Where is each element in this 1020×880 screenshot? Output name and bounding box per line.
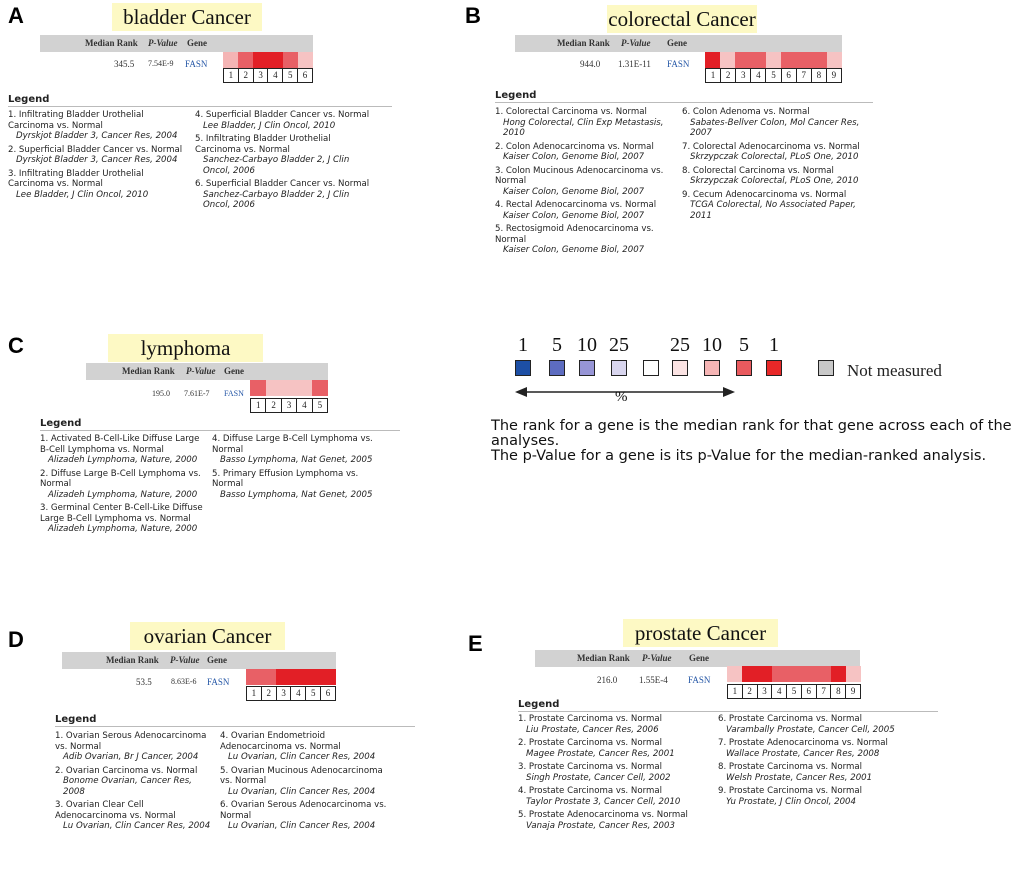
analysis-index: 4 xyxy=(291,687,306,700)
legend-analysis: 4. Diffuse Large B-Cell Lymphoma vs. Normal xyxy=(212,434,373,455)
p-value-header: P-Value xyxy=(170,655,200,665)
heatmap-cell xyxy=(827,52,842,68)
legend-analysis: 4. Rectal Adenocarcinoma vs. Normal xyxy=(495,200,657,210)
heatmap-cell xyxy=(281,380,297,396)
analysis-index: 5 xyxy=(283,69,298,82)
legend-item xyxy=(518,714,713,735)
heatmap-row xyxy=(246,669,336,685)
legend-analysis: 1. Infiltrating Bladder Urothelial Carcinoma vs. Normal xyxy=(8,110,144,131)
legend-analysis: 1. Ovarian Serous Adenocarcinoma vs. Normal xyxy=(55,731,207,752)
legend-item xyxy=(40,469,208,501)
legend-dataset: Sabates-Bellver Colon, Mol Cancer Res, 2007 xyxy=(690,117,860,138)
gene-value[interactable]: FASN xyxy=(224,389,244,398)
heatmap-cell xyxy=(266,380,282,396)
legend-analysis: 3. Infiltrating Bladder Urothelial Carcinoma vs. Normal xyxy=(8,168,144,189)
heatmap-cell xyxy=(223,52,238,68)
legend-analysis: 5. Rectosigmoid Adenocarcinoma vs. Normal xyxy=(495,224,654,245)
not-measured-label: Not measured xyxy=(847,361,942,380)
analysis-index-row xyxy=(250,398,328,413)
legend-analysis: 1. Colorectal Carcinoma vs. Normal xyxy=(495,107,647,117)
legend-item xyxy=(495,142,675,163)
legend-divider xyxy=(495,102,873,103)
panel-label: E xyxy=(468,631,483,656)
scale-percent-label: 25 xyxy=(670,334,690,356)
legend-analysis: 2. Prostate Carcinoma vs. Normal xyxy=(518,738,662,748)
legend-analysis: 8. Colorectal Carcinoma vs. Normal xyxy=(682,165,834,176)
median-rank-value: 53.5 xyxy=(136,677,152,687)
panel-title: ovarian Cancer xyxy=(130,622,285,650)
legend-divider xyxy=(40,430,400,431)
legend-item xyxy=(55,766,215,798)
legend-dataset: Lu Ovarian, Clin Cancer Res, 2004 xyxy=(228,752,376,762)
heatmap-cell xyxy=(751,52,766,68)
legend-item xyxy=(518,786,713,807)
legend-analysis: 1. Prostate Carcinoma vs. Normal xyxy=(518,714,662,724)
legend-dataset: Dyrskjot Bladder 3, Cancer Res, 2004 xyxy=(16,131,178,141)
legend-heading: Legend xyxy=(8,94,50,105)
legend-dataset: Wallace Prostate, Cancer Res, 2008 xyxy=(726,748,880,759)
legend-column xyxy=(212,434,384,503)
legend-dataset: Alizadeh Lymphoma, Nature, 2000 xyxy=(48,524,198,534)
median-rank-value: 216.0 xyxy=(597,675,618,685)
analysis-index: 6 xyxy=(325,688,331,698)
p-value-value: 7.61E-7 xyxy=(184,389,210,398)
heatmap-cell xyxy=(772,666,787,682)
analysis-index: 4 xyxy=(772,685,787,698)
legend-column xyxy=(55,731,215,835)
heatmap-cell xyxy=(297,380,313,396)
legend-dataset: Basso Lymphoma, Nat Genet, 2005 xyxy=(220,489,373,500)
legend-analysis: 6. Ovarian Serous Adenocarcinoma vs. Normal xyxy=(220,800,387,821)
legend-item xyxy=(518,738,713,759)
legend-item xyxy=(195,110,377,131)
analysis-index: 6 xyxy=(782,69,797,82)
heatmap-row xyxy=(223,52,313,68)
legend-analysis: 3. Ovarian Clear Cell Adenocarcinoma vs. Normal xyxy=(55,800,176,821)
legend-divider xyxy=(8,106,392,107)
legend-dataset: Skrzypczak Colorectal, PLoS One, 2010 xyxy=(690,176,859,186)
legend-item xyxy=(40,503,208,535)
p-value-header: P-Value xyxy=(148,38,178,48)
not-measured-swatch xyxy=(818,360,834,376)
legend-analysis: 9. Cecum Adenocarcinoma vs. Normal xyxy=(682,189,847,200)
panel-label: D xyxy=(8,627,24,652)
percent-label: % xyxy=(615,389,628,405)
analysis-index: 1 xyxy=(251,399,266,412)
analysis-index: 1 xyxy=(247,687,262,700)
legend-column xyxy=(8,110,190,203)
values-row xyxy=(580,59,705,73)
explanation xyxy=(491,419,1016,464)
gene-value[interactable]: FASN xyxy=(207,677,230,687)
legend-item xyxy=(718,786,933,807)
legend-analysis: 9. Prostate Carcinoma vs. Normal xyxy=(718,786,862,796)
legend-item xyxy=(220,731,390,763)
legend-dataset: Singh Prostate, Cancer Cell, 2002 xyxy=(526,772,671,783)
legend-dataset: Hong Colorectal, Clin Exp Metastasis, 2010 xyxy=(503,117,664,138)
legend-divider xyxy=(518,711,938,712)
p-value-header: P-Value xyxy=(621,38,651,48)
panel-title: bladder Cancer xyxy=(112,3,262,31)
legend-dataset: Kaiser Colon, Genome Biol, 2007 xyxy=(503,186,645,197)
legend-item xyxy=(718,714,933,735)
analysis-index: 3 xyxy=(282,399,297,412)
scale-percent-label: 10 xyxy=(577,334,597,356)
analysis-index: 5 xyxy=(317,400,323,410)
gene-header: Gene xyxy=(187,38,207,48)
scale-swatch xyxy=(672,360,688,376)
legend-item xyxy=(8,145,190,166)
legend-dataset: Kaiser Colon, Genome Biol, 2007 xyxy=(503,245,645,255)
median-rank-header: Median Rank xyxy=(122,366,175,376)
values-row xyxy=(110,59,220,73)
legend-item xyxy=(195,134,377,176)
analysis-index-row xyxy=(223,68,313,83)
legend-item xyxy=(495,166,675,198)
heatmap-cell xyxy=(735,52,750,68)
header-bar xyxy=(86,363,328,380)
scale-percent-label: 1 xyxy=(769,334,779,356)
analysis-index: 4 xyxy=(297,399,312,412)
analysis-index: 6 xyxy=(802,685,817,698)
p-value-header: P-Value xyxy=(642,653,672,663)
heatmap-cell xyxy=(246,669,261,685)
scale-swatch xyxy=(579,360,595,376)
legend-item xyxy=(682,142,864,163)
explanation-rank: The rank for a gene is the median rank for that gene across each of the analyses. xyxy=(491,418,1012,449)
legend-dataset: Taylor Prostate 3, Cancer Cell, 2010 xyxy=(526,796,681,807)
header-bar xyxy=(62,652,336,669)
legend-analysis: 1. Activated B-Cell-Like Diffuse Large B-Cell Lymphoma vs. Normal xyxy=(40,434,200,455)
scale-swatch xyxy=(704,360,720,376)
gene-value[interactable]: FASN xyxy=(185,59,208,69)
legend-item xyxy=(195,179,377,211)
heatmap-row xyxy=(705,52,842,68)
scale-swatch xyxy=(611,360,627,376)
scale-swatch xyxy=(643,360,659,376)
p-value-header: P-Value xyxy=(186,366,216,376)
analysis-index: 9 xyxy=(831,70,837,80)
heatmap-cell xyxy=(781,52,796,68)
analysis-index: 2 xyxy=(743,685,758,698)
legend-item xyxy=(518,762,713,783)
analysis-index: 2 xyxy=(239,69,254,82)
legend-dataset: Kaiser Colon, Genome Biol, 2007 xyxy=(503,210,645,221)
heatmap-cell xyxy=(801,666,816,682)
heatmap-cell xyxy=(250,380,266,396)
scale-percent-label: 1 xyxy=(518,334,528,356)
legend-dataset: Magee Prostate, Cancer Res, 2001 xyxy=(526,748,675,759)
heatmap-cell xyxy=(720,52,735,68)
heatmap-cell xyxy=(253,52,268,68)
analysis-index-row xyxy=(705,68,842,83)
legend-analysis: 2. Superficial Bladder Cancer vs. Normal xyxy=(8,144,183,155)
gene-header: Gene xyxy=(689,653,709,663)
scale-swatch xyxy=(766,360,782,376)
legend-item xyxy=(8,110,190,142)
gene-value[interactable]: FASN xyxy=(667,59,690,69)
heatmap-cell xyxy=(705,52,720,68)
legend-analysis: 6. Superficial Bladder Cancer vs. Normal xyxy=(195,179,370,189)
legend-heading: Legend xyxy=(40,418,82,429)
legend-dataset: Yu Prostate, J Clin Oncol, 2004 xyxy=(726,796,856,807)
analysis-index: 8 xyxy=(812,69,827,82)
legend-item xyxy=(682,107,864,139)
legend-analysis: 7. Prostate Adenocarcinoma vs. Normal xyxy=(718,738,888,748)
analysis-index: 3 xyxy=(758,685,773,698)
legend-item xyxy=(495,224,675,256)
heatmap-cell xyxy=(298,52,313,68)
legend-item xyxy=(718,738,933,759)
legend-item xyxy=(212,469,384,501)
legend-column xyxy=(682,107,864,224)
legend-column xyxy=(518,714,713,834)
analysis-index: 5 xyxy=(766,69,781,82)
legend-dataset: Skrzypczak Colorectal, PLoS One, 2010 xyxy=(690,152,859,162)
legend-analysis: 5. Ovarian Mucinous Adenocarcinoma vs. Normal xyxy=(220,765,383,786)
legend-item xyxy=(495,200,675,221)
analysis-index: 4 xyxy=(751,69,766,82)
values-row xyxy=(597,675,722,689)
heatmap-cell xyxy=(757,666,772,682)
analysis-index: 1 xyxy=(706,69,721,82)
heatmap-cell xyxy=(268,52,283,68)
legend-dataset: Alizadeh Lymphoma, Nature, 2000 xyxy=(48,455,198,465)
analysis-index: 3 xyxy=(254,69,269,82)
heatmap-cell xyxy=(321,669,336,685)
heatmap-cell xyxy=(306,669,321,685)
legend-analysis: 5. Infiltrating Bladder Urothelial Carcinoma vs. Normal xyxy=(195,134,331,155)
p-value-value: 1.31E-11 xyxy=(618,59,651,69)
panel-label: B xyxy=(465,3,481,28)
scale-percent-label: 5 xyxy=(552,334,562,356)
heatmap-row xyxy=(250,380,328,396)
gene-header: Gene xyxy=(224,366,244,376)
analysis-index: 6 xyxy=(302,70,308,80)
p-value-value: 7.54E-9 xyxy=(148,59,174,68)
legend-analysis: 6. Colon Adenoma vs. Normal xyxy=(682,107,810,117)
header-bar xyxy=(515,35,842,52)
p-value-value: 1.55E-4 xyxy=(639,675,668,685)
legend-analysis: 5. Prostate Adenocarcinoma vs. Normal xyxy=(518,810,688,820)
heatmap-cell xyxy=(276,669,291,685)
legend-column xyxy=(718,714,933,810)
panel-title: colorectal Cancer xyxy=(608,7,756,31)
scale-swatch xyxy=(736,360,752,376)
analysis-index: 3 xyxy=(277,687,292,700)
header-bar xyxy=(535,650,860,667)
legend-analysis: 3. Colon Mucinous Adenocarcinoma vs. Normal xyxy=(495,165,664,186)
analysis-index: 1 xyxy=(224,69,239,82)
values-row xyxy=(150,389,250,403)
legend-item xyxy=(682,190,864,222)
legend-dataset: Welsh Prostate, Cancer Res, 2001 xyxy=(726,772,873,783)
legend-dataset: Sanchez-Carbayo Bladder 2, J Clin Oncol, 2006 xyxy=(203,155,350,176)
analysis-index: 7 xyxy=(817,685,832,698)
legend-analysis: 8. Prostate Carcinoma vs. Normal xyxy=(718,762,862,772)
legend-item xyxy=(220,766,390,798)
legend-item xyxy=(8,169,190,201)
scale-swatch xyxy=(549,360,565,376)
legend-analysis: 3. Prostate Carcinoma vs. Normal xyxy=(518,762,662,772)
legend-dataset: Bonome Ovarian, Cancer Res, 2008 xyxy=(63,776,192,797)
legend-dataset: Sanchez-Carbayo Bladder 2, J Clin Oncol, 2006 xyxy=(203,189,350,210)
scale-percent-label: 10 xyxy=(702,334,722,356)
panel-title: prostate Cancer xyxy=(623,619,778,647)
legend-item xyxy=(682,166,864,187)
legend-item xyxy=(55,800,215,832)
analysis-index: 9 xyxy=(850,686,856,696)
scale-percent-label: 5 xyxy=(739,334,749,356)
analysis-index: 4 xyxy=(268,69,283,82)
heatmap-cell xyxy=(261,669,276,685)
analysis-index: 2 xyxy=(721,69,736,82)
heatmap-cell xyxy=(816,666,831,682)
legend-analysis: 6. Prostate Carcinoma vs. Normal xyxy=(718,714,862,724)
legend-dataset: Lu Ovarian, Clin Cancer Res, 2004 xyxy=(228,786,376,797)
legend-analysis: 4. Superficial Bladder Cancer vs. Normal xyxy=(195,110,370,120)
legend-analysis: 3. Germinal Center B-Cell-Like Diffuse Large B-Cell Lymphoma vs. Normal xyxy=(40,503,203,524)
analysis-index-row xyxy=(727,684,861,699)
legend-item xyxy=(220,800,390,832)
analysis-index-row xyxy=(246,686,336,701)
median-rank-header: Median Rank xyxy=(577,653,630,663)
legend-item xyxy=(212,434,384,466)
legend-analysis: 5. Primary Effusion Lymphoma vs. Normal xyxy=(212,468,359,489)
heatmap-cell xyxy=(812,52,827,68)
header-bar xyxy=(40,35,313,52)
legend-dataset: Varambally Prostate, Cancer Cell, 2005 xyxy=(726,724,895,735)
legend-divider xyxy=(55,726,415,727)
legend-dataset: Kaiser Colon, Genome Biol, 2007 xyxy=(503,152,645,162)
legend-heading: Legend xyxy=(55,714,97,725)
legend-item xyxy=(55,731,215,763)
heatmap-cell xyxy=(796,52,811,68)
analysis-index: 2 xyxy=(262,687,277,700)
scale-percent-label: 25 xyxy=(609,334,629,356)
legend-column xyxy=(220,731,390,835)
median-rank-value: 944.0 xyxy=(580,59,601,69)
panel-label: C xyxy=(8,333,24,358)
heatmap-cell xyxy=(742,666,757,682)
analysis-index: 8 xyxy=(831,685,846,698)
heatmap-row xyxy=(727,666,861,682)
median-rank-value: 195.0 xyxy=(152,389,170,398)
heatmap-cell xyxy=(283,52,298,68)
legend-dataset: Lu Ovarian, Clin Cancer Res, 2004 xyxy=(228,821,376,831)
legend-column xyxy=(40,434,208,538)
gene-value[interactable]: FASN xyxy=(688,675,711,685)
median-rank-header: Median Rank xyxy=(106,655,159,665)
legend-analysis: 7. Colorectal Adenocarcinoma vs. Normal xyxy=(682,141,860,152)
legend-heading: Legend xyxy=(495,90,537,101)
heatmap-cell xyxy=(727,666,742,682)
scale-swatch xyxy=(515,360,531,376)
heatmap-cell xyxy=(238,52,253,68)
legend-dataset: TCGA Colorectal, No Associated Paper, 2011 xyxy=(690,200,856,221)
analysis-index: 3 xyxy=(736,69,751,82)
legend-dataset: Lee Bladder, J Clin Oncol, 2010 xyxy=(16,189,149,200)
median-rank-value: 345.5 xyxy=(114,59,135,69)
median-rank-header: Median Rank xyxy=(557,38,610,48)
legend-analysis: 2. Colon Adenocarcinoma vs. Normal xyxy=(495,141,654,152)
p-value-value: 8.63E-6 xyxy=(171,677,197,686)
analysis-index: 7 xyxy=(797,69,812,82)
legend-column xyxy=(195,110,377,214)
heatmap-cell xyxy=(766,52,781,68)
heatmap-cell xyxy=(787,666,802,682)
legend-dataset: Lu Ovarian, Clin Cancer Res, 2004 xyxy=(63,821,211,831)
legend-item xyxy=(718,762,933,783)
legend-column xyxy=(495,107,675,259)
legend-analysis: 2. Diffuse Large B-Cell Lymphoma vs. Normal xyxy=(40,468,201,489)
analysis-index: 5 xyxy=(306,687,321,700)
legend-dataset: Liu Prostate, Cancer Res, 2006 xyxy=(526,724,659,735)
panel-title: lymphoma xyxy=(108,334,263,362)
gene-header: Gene xyxy=(207,655,227,665)
legend-dataset: Lee Bladder, J Clin Oncol, 2010 xyxy=(203,120,336,131)
panel-label: A xyxy=(8,3,24,28)
analysis-index: 5 xyxy=(787,685,802,698)
heatmap-cell xyxy=(846,666,861,682)
legend-analysis: 2. Ovarian Carcinoma vs. Normal xyxy=(55,765,198,776)
legend-dataset: Basso Lymphoma, Nat Genet, 2005 xyxy=(220,455,373,465)
legend-dataset: Dyrskjot Bladder 3, Cancer Res, 2004 xyxy=(16,155,178,165)
legend-analysis: 4. Prostate Carcinoma vs. Normal xyxy=(518,786,662,796)
heatmap-cell xyxy=(831,666,846,682)
analysis-index: 2 xyxy=(266,399,281,412)
legend-item xyxy=(40,434,208,466)
legend-item xyxy=(495,107,675,139)
heatmap-cell xyxy=(312,380,328,396)
legend-heading: Legend xyxy=(518,699,560,710)
legend-dataset: Vanaja Prostate, Cancer Res, 2003 xyxy=(526,820,675,831)
legend-dataset: Alizadeh Lymphoma, Nature, 2000 xyxy=(48,489,198,500)
legend-dataset: Adib Ovarian, Br J Cancer, 2004 xyxy=(63,752,199,762)
heatmap-cell xyxy=(291,669,306,685)
gene-header: Gene xyxy=(667,38,687,48)
explanation-pvalue: The p-Value for a gene is its p-Value for the median-ranked analysis. xyxy=(491,448,987,464)
analysis-index: 1 xyxy=(728,685,743,698)
legend-item xyxy=(518,810,713,831)
values-row xyxy=(136,677,246,691)
median-rank-header: Median Rank xyxy=(85,38,138,48)
legend-analysis: 4. Ovarian Endometrioid Adenocarcinoma vs. Normal xyxy=(220,731,341,752)
